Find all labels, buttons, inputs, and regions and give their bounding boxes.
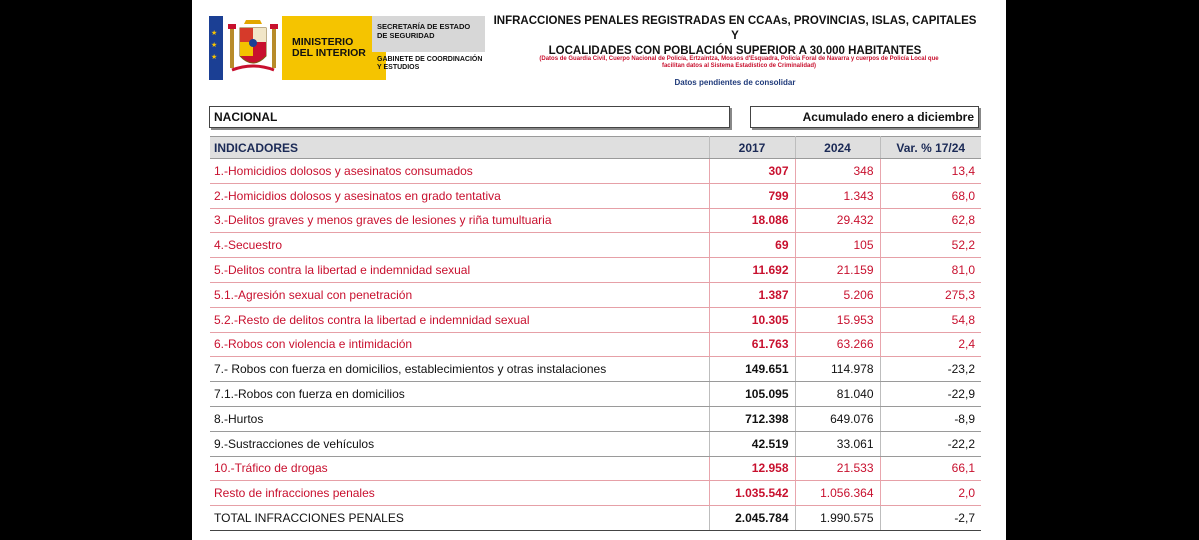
indicator-label: 8.-Hurtos <box>210 406 709 431</box>
value-variation: 68,0 <box>880 183 981 208</box>
indicator-label: 5.2.-Resto de delitos contra la libertad e indemnidad sexual <box>210 307 709 332</box>
indicator-label: Resto de infracciones penales <box>210 481 709 506</box>
table-row <box>210 258 981 283</box>
value-variation: 66,1 <box>880 456 981 481</box>
indicator-label: TOTAL INFRACCIONES PENALES <box>210 506 709 531</box>
report-title-line1: INFRACCIONES PENALES REGISTRADAS EN CCAAs, PROVINCIAS, ISLAS, CAPITALES Y <box>493 15 977 42</box>
indicator-label: 10.-Tráfico de drogas <box>210 456 709 481</box>
value-2024: 81.040 <box>795 382 880 407</box>
value-2017: 69 <box>709 233 795 258</box>
value-2017: 12.958 <box>709 456 795 481</box>
value-2024: 29.432 <box>795 208 880 233</box>
eu-flag-icon: ★ ★ ★ <box>209 16 223 80</box>
value-variation: -8,9 <box>880 406 981 431</box>
scope-period-box: Acumulado enero a diciembre <box>750 106 979 128</box>
value-variation: 52,2 <box>880 233 981 258</box>
indicator-label: 7.1.-Robos con fuerza en domicilios <box>210 382 709 407</box>
table-row <box>210 332 981 357</box>
header-indicadores: INDICADORES <box>210 137 709 159</box>
value-2017: 105.095 <box>709 382 795 407</box>
value-2024: 105 <box>795 233 880 258</box>
value-2024: 1.056.364 <box>795 481 880 506</box>
pending-note: Datos pendientes de consolidar <box>674 78 796 87</box>
value-2024: 1.990.575 <box>795 506 880 531</box>
secretaria-line2: DE SEGURIDAD <box>377 30 435 40</box>
indicator-label: 7.- Robos con fuerza en domicilios, establecimientos y otras instalaciones <box>210 357 709 382</box>
value-2024: 649.076 <box>795 406 880 431</box>
header-variation: Var. % 17/24 <box>880 137 981 159</box>
table-header-row <box>210 137 981 159</box>
value-2017: 2.045.784 <box>709 506 795 531</box>
report-title <box>490 14 980 59</box>
value-2017: 307 <box>709 159 795 184</box>
ministry-name-line1: MINISTERIO <box>292 36 354 48</box>
indicator-label: 3.-Delitos graves y menos graves de lesiones y riña tumultuaria <box>210 208 709 233</box>
indicator-label: 9.-Sustracciones de vehículos <box>210 431 709 456</box>
indicator-label: 5.-Delitos contra la libertad e indemnidad sexual <box>210 258 709 283</box>
scope-region-box: NACIONAL <box>209 106 730 128</box>
indicators-table <box>210 136 981 531</box>
value-2017: 1.387 <box>709 282 795 307</box>
indicator-label: 1.-Homicidios dolosos y asesinatos consumados <box>210 159 709 184</box>
table-row <box>210 481 981 506</box>
table-row <box>210 183 981 208</box>
value-2024: 114.978 <box>795 357 880 382</box>
indicator-label: 5.1.-Agresión sexual con penetración <box>210 282 709 307</box>
value-2017: 10.305 <box>709 307 795 332</box>
table-row <box>210 282 981 307</box>
report-source-line1: (Datos de Guardia Civil, Cuerpo Nacional de Policía, Ertzaintza, Mossos d'Esquadra, Policía Foral de Navarra y cuerpos de Policía Local que <box>539 56 939 62</box>
value-2017: 42.519 <box>709 431 795 456</box>
value-variation: 275,3 <box>880 282 981 307</box>
table-row <box>210 382 981 407</box>
indicator-label: 6.-Robos con violencia e intimidación <box>210 332 709 357</box>
value-2017: 11.692 <box>709 258 795 283</box>
table-row <box>210 233 981 258</box>
table-row <box>210 456 981 481</box>
indicator-label: 2.-Homicidios dolosos y asesinatos en grado tentativa <box>210 183 709 208</box>
value-2024: 1.343 <box>795 183 880 208</box>
value-variation: 13,4 <box>880 159 981 184</box>
value-2024: 5.206 <box>795 282 880 307</box>
secretaria-line1: SECRETARÍA DE ESTADO <box>377 22 471 31</box>
coat-of-arms-icon <box>224 16 282 80</box>
value-2024: 21.159 <box>795 258 880 283</box>
value-variation: -22,2 <box>880 431 981 456</box>
table-row <box>210 159 981 184</box>
value-2024: 15.953 <box>795 307 880 332</box>
value-2024: 21.533 <box>795 456 880 481</box>
indicator-label: 4.-Secuestro <box>210 233 709 258</box>
value-2017: 799 <box>709 183 795 208</box>
header-2017: 2017 <box>709 137 795 159</box>
table-row <box>210 506 981 531</box>
table-row <box>210 431 981 456</box>
gabinete-line1: GABINETE DE COORDINACIÓN <box>377 56 483 63</box>
value-2017: 712.398 <box>709 406 795 431</box>
value-2024: 348 <box>795 159 880 184</box>
value-2024: 63.266 <box>795 332 880 357</box>
value-2017: 149.651 <box>709 357 795 382</box>
value-variation: -22,9 <box>880 382 981 407</box>
ministry-name-line2: DEL INTERIOR <box>292 47 366 59</box>
value-variation: 2,0 <box>880 481 981 506</box>
table-row <box>210 307 981 332</box>
ministry-logo <box>209 16 366 80</box>
gabinete-line2: Y ESTUDIOS <box>377 64 420 71</box>
value-variation: 81,0 <box>880 258 981 283</box>
report-page <box>192 0 1006 540</box>
table-body <box>210 159 981 531</box>
value-2017: 61.763 <box>709 332 795 357</box>
value-2017: 1.035.542 <box>709 481 795 506</box>
ministry-band <box>282 16 386 80</box>
value-variation: 54,8 <box>880 307 981 332</box>
table-row <box>210 357 981 382</box>
table-row <box>210 208 981 233</box>
report-title-line2: LOCALIDADES CON POBLACIÓN SUPERIOR A 30.000 HABITANTES <box>548 45 922 57</box>
header-2024: 2024 <box>795 137 880 159</box>
value-2017: 18.086 <box>709 208 795 233</box>
value-2024: 33.061 <box>795 431 880 456</box>
secretaria-band <box>372 16 485 52</box>
table-row <box>210 406 981 431</box>
report-source-note <box>504 56 974 70</box>
value-variation: -2,7 <box>880 506 981 531</box>
value-variation: 2,4 <box>880 332 981 357</box>
report-source-line2: facilitan datos al Sistema Estadístico de Criminalidad) <box>661 63 817 69</box>
value-variation: -23,2 <box>880 357 981 382</box>
gabinete-label <box>377 56 497 72</box>
value-variation: 62,8 <box>880 208 981 233</box>
